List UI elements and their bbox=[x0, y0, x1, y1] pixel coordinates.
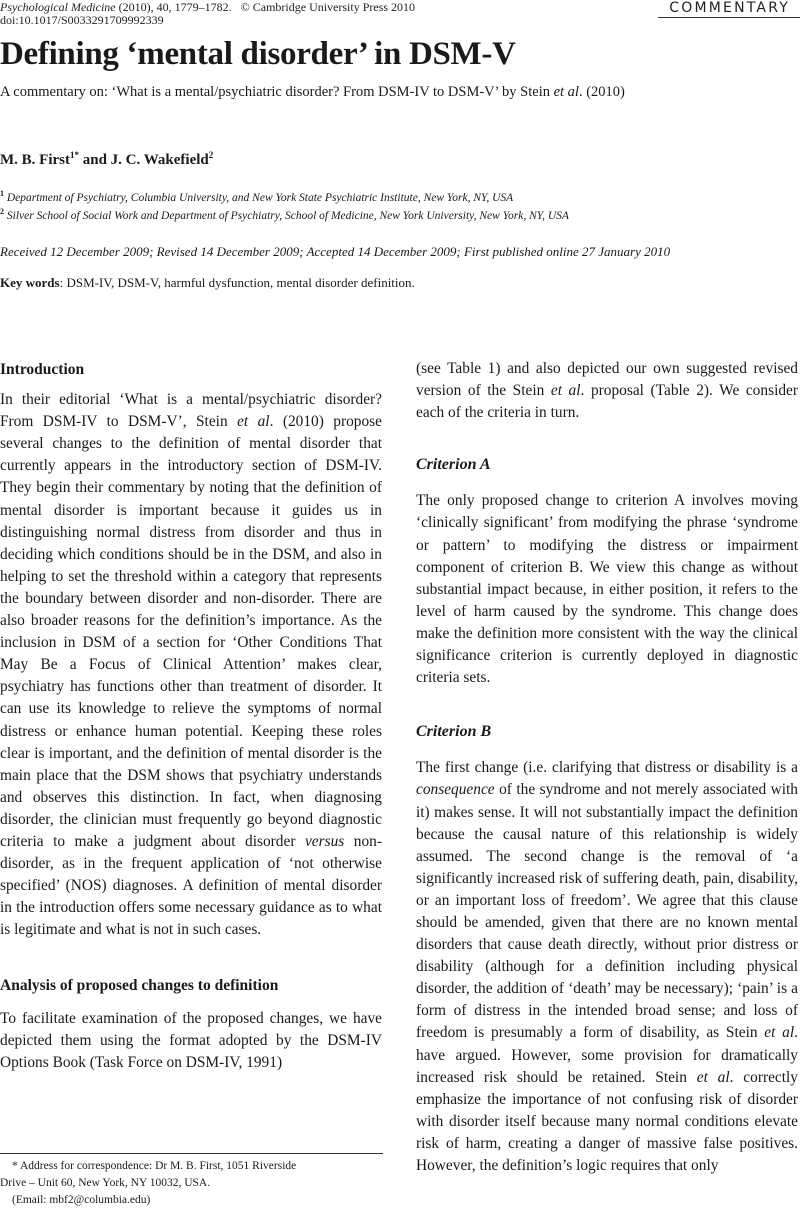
criterion-a-paragraph: The only proposed change to criterion A involves moving ‘clinically significant’ from modifying the phrase ‘syndrome or pattern’ to modifying the distress or impairment component of criterion B. We view this change as without substantial impact because, in either position, it refers to the level of harm caused by the syndrome. This change does make the definition more consistent with the way the clinical significance criterion is currently deployed in diagnostic criteria sets. bbox=[416, 492, 798, 687]
copyright: © Cambridge University Press 2010 bbox=[240, 0, 416, 14]
author-list: M. B. First$^{1*}$ and J. C. Wakefield$^2$ bbox=[0, 150, 214, 168]
introduction-paragraph: In their editorial ‘What is a mental/psychiatric disorder? From DSM-IV to DSM-V’, Stein et al. (2010) propose several changes to the definition of mental disorder that currently appears in the introductory section of DSM-IV. They begin their commentary by noting that the definition of mental disorder is important because it guides us in distinguishing normal distress from disorder and thus in deciding which conditions should be in the DSM, and also in helping to set the threshold within a category that represents the boundary between disorder and non-disorder. There are also broader reasons for the definition’s importance. As the inclusion in DSM of a section for ‘Other Conditions That May Be a Focus of Clinical Attention’ makes clear, psychiatry has functions other than treatment of disorder. It can use its knowledge to relieve the symptoms of normal distress or enhance human potential. Keeping these roles clear is important, and the definition of mental disorder is the main place that the DSM shows that psychiatry understands and observes this distinction. In fact, when diagnosing disorder, the clinician must frequently go beyond diagnostic criteria to make a judgment about disorder versus non-disorder, as in the frequent application of ‘not otherwise specified’ (NOS) diagnoses. A definition of mental disorder in the introduction offers some necessary guidance as to what is legitimate and what is not in such cases. bbox=[0, 391, 382, 939]
criterion-b-paragraph: The first change (i.e. clarifying that distress or disability is a consequence of the syndrome and not merely associated with it) makes sense. It will not substantially impact the definition because the causal nature of this relationship is widely assumed. The second change is the removal of ‘a significantly increased risk of suffering death, pain, disability, or an important loss of freedom’. We agree that this clause should be amended, given that there are no known mental disorders that cause death directly, without prior distress or disability (although for a definition including physical disorder, the addition of ‘death’ may be necessary); ‘pain’ is a form of distress in the intended broad sense; and loss of freedom is presumably a form of disability, as Stein et al. have argued. However, some provision for dramatically increased risk should be retained. Stein et al. correctly emphasize the importance of not confusing risk of disorder with disorder itself because many normal conditions elevate risk of harm, creating a danger of massive false positives. However, the definition’s logic requires that only bbox=[416, 759, 798, 1174]
journal-citation bbox=[0, 0, 415, 14]
footnote-line-2: Drive – Unit 60, New York, NY 10032, USA. bbox=[0, 1177, 211, 1189]
doi: doi:10.1017/S0033291709992339 bbox=[0, 13, 164, 27]
continuation-paragraph: (see Table 1) and also depicted our own suggested revised version of the Stein et al. proposal (Table 2). We consider each of the criteria in turn. bbox=[416, 360, 798, 422]
section-heading-introduction: Introduction bbox=[0, 361, 85, 378]
header-rule bbox=[658, 17, 800, 18]
article-title: Defining ‘mental disorder’ in DSM-V bbox=[0, 36, 516, 72]
article-subtitle: A commentary on: ‘What is a mental/psychiatric disorder? From DSM-IV to DSM-V’ by Stein et al. (2010) bbox=[0, 84, 625, 100]
footnote-email: (Email: mbf2@columbia.edu) bbox=[12, 1194, 151, 1206]
citation-info: (2010), 40, 1779–1782. bbox=[118, 0, 232, 14]
affiliation-1: $^1$ Department of Psychiatry, Columbia University, and New York State Psychiatric Institute, New York, NY, USA bbox=[0, 189, 514, 204]
section-heading-criterion-a: Criterion A bbox=[416, 456, 491, 474]
affiliation-2: $^2$ Silver School of Social Work and Department of Psychiatry, School of Medicine, New York University, New York, NY, USA bbox=[0, 207, 569, 222]
analysis-paragraph: To facilitate examination of the proposed changes, we have depicted them using the format adopted by the DSM-IV Options Book (Task Force on DSM-IV, 1991) bbox=[0, 1009, 382, 1071]
publication-dates: Received 12 December 2009; Revised 14 December 2009; Accepted 14 December 2009; First published online 27 January 2010 bbox=[0, 244, 671, 259]
section-heading-analysis: Analysis of proposed changes to definition bbox=[0, 977, 279, 995]
keywords: Key words: DSM-IV, DSM-V, harmful dysfunction, mental disorder definition. bbox=[0, 275, 415, 290]
left-column bbox=[0, 359, 382, 1074]
footnote-line-1: * Address for correspondence: Dr M. B. First, 1051 Riverside bbox=[12, 1160, 297, 1172]
journal-name: Psychological Medicine bbox=[0, 0, 116, 14]
section-heading-criterion-b: Criterion B bbox=[416, 723, 492, 741]
article-type-tag: COMMENTARY bbox=[669, 0, 790, 16]
footnote-rule bbox=[0, 1153, 383, 1154]
right-column bbox=[416, 358, 798, 1177]
